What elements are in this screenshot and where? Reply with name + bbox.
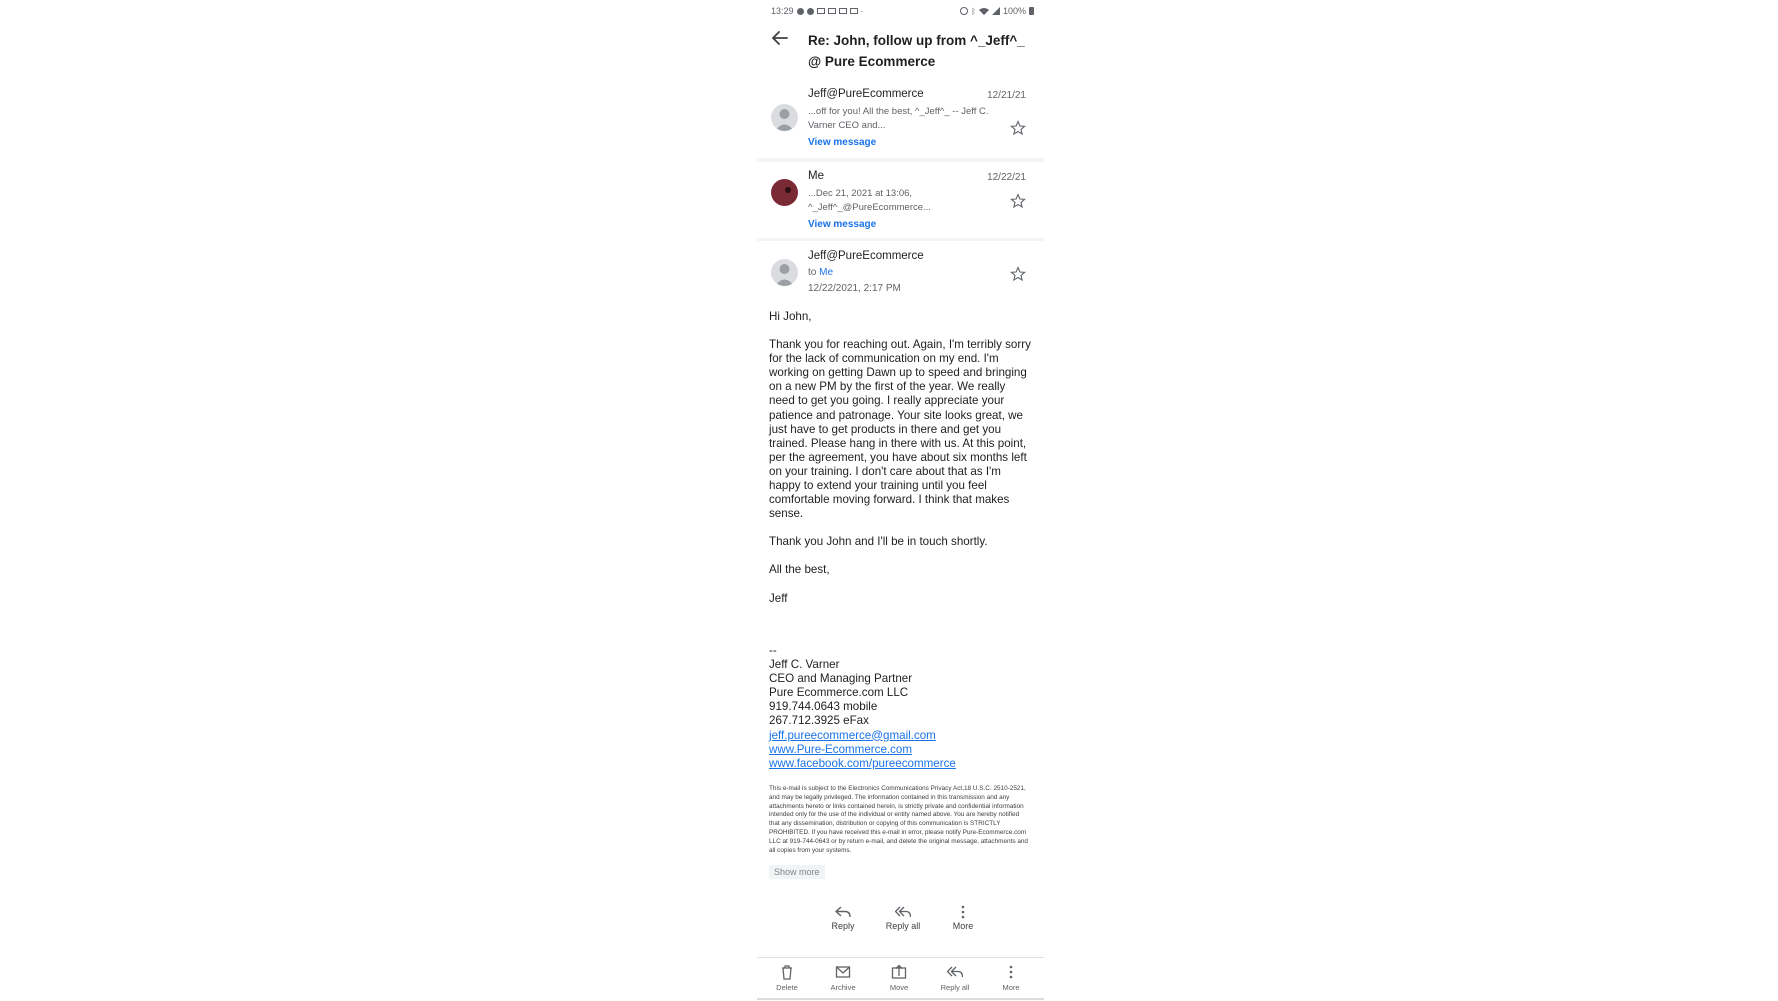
star-icon[interactable] bbox=[1010, 193, 1026, 209]
reply-label: Reply bbox=[831, 921, 855, 931]
message-date: 12/21/21 bbox=[987, 90, 1026, 101]
more-label: More bbox=[952, 921, 974, 931]
gmail-notification-icon bbox=[850, 8, 858, 14]
divider bbox=[757, 238, 1044, 241]
more-bottom-label: More bbox=[1002, 983, 1020, 992]
reply-all-bottom-label: Reply all bbox=[940, 983, 970, 992]
message-datetime: 12/22/2021, 2:17 PM bbox=[808, 283, 901, 294]
trash-icon bbox=[779, 964, 795, 980]
reply-all-label: Reply all bbox=[885, 921, 921, 931]
more-vert-icon bbox=[955, 905, 971, 919]
reply-button[interactable] bbox=[813, 905, 873, 931]
recipient-line[interactable] bbox=[808, 267, 833, 278]
wifi-icon bbox=[979, 7, 989, 15]
signal-icon bbox=[992, 7, 1000, 15]
battery-icon bbox=[1029, 7, 1034, 15]
bottom-action-bar bbox=[757, 957, 1044, 1001]
reply-icon bbox=[835, 905, 851, 919]
signature-dash: -- bbox=[769, 644, 777, 657]
sender-name: Me bbox=[808, 170, 824, 182]
signature-facebook-link[interactable]: www.facebook.com/pureecommerce bbox=[769, 756, 956, 770]
more-notifications-icon: · bbox=[860, 6, 864, 16]
facebook-notification-icon bbox=[797, 8, 804, 15]
sender-name: Jeff@PureEcommerce bbox=[808, 250, 924, 262]
signature-mobile: 919.744.0643 mobile bbox=[769, 700, 878, 714]
recipient-name[interactable]: Me bbox=[819, 267, 834, 278]
signature-title: CEO and Managing Partner bbox=[769, 672, 913, 686]
more-vert-icon bbox=[1003, 964, 1019, 980]
body-paragraph: Thank you John and I'll be in touch shortly. bbox=[769, 535, 988, 549]
alarm-icon bbox=[960, 7, 968, 15]
body-paragraph: Thank you for reaching out. Again, I'm terribly sorry for the lack of communication on my end. I'm working on getting Dawn up to speed and bringing on a new PM by the first of the year. We really need to get you going. I really appreciate your patience and patronage. Your site looks great, we just have to get products in there and get you trained. Please hang in there with us. At this point, per the agreement, you have about six months left on your training. I don't care about that as I'm happy to extend your training until you feel comfortable moving forward. I think that makes sense. bbox=[769, 338, 1031, 521]
reply-all-icon bbox=[947, 964, 963, 980]
open-message-header[interactable] bbox=[760, 250, 1038, 300]
signature-website-link[interactable]: www.Pure-Ecommerce.com bbox=[769, 742, 913, 756]
closing: All the best, bbox=[769, 563, 830, 577]
archive-label: Archive bbox=[830, 983, 856, 992]
battery-percent: 100% bbox=[1002, 6, 1026, 16]
bluetooth-icon: ᛒ bbox=[971, 6, 976, 16]
gmail-notification-icon bbox=[839, 8, 847, 14]
reply-all-bottom-button[interactable] bbox=[927, 964, 983, 992]
signature-company: Pure Ecommerce.com LLC bbox=[769, 686, 909, 700]
star-icon[interactable] bbox=[1010, 120, 1026, 136]
more-button[interactable] bbox=[933, 905, 993, 931]
avatar bbox=[771, 259, 798, 286]
delete-button[interactable] bbox=[759, 964, 815, 992]
archive-icon bbox=[835, 964, 851, 980]
message-date: 12/22/21 bbox=[987, 172, 1026, 183]
thread-message-collapsed[interactable] bbox=[760, 168, 1038, 238]
star-icon[interactable] bbox=[1010, 266, 1026, 282]
move-icon bbox=[891, 964, 907, 980]
avatar bbox=[771, 104, 798, 131]
email-app bbox=[754, 0, 1044, 1000]
delete-label: Delete bbox=[776, 983, 798, 992]
reply-all-icon bbox=[895, 905, 911, 919]
email-subject: Re: John, follow up from ^_Jeff^_ @ Pure Ecommerce bbox=[808, 33, 1025, 69]
message-snippet: ...Dec 21, 2021 at 13:06, ^_Jeff^_@PureEcommerce... bbox=[808, 188, 931, 213]
to-prefix: to bbox=[808, 267, 817, 278]
message-body bbox=[769, 310, 1033, 606]
sender-name: Jeff@PureEcommerce bbox=[808, 88, 924, 100]
move-label: Move bbox=[889, 983, 909, 992]
archive-button[interactable] bbox=[815, 964, 871, 992]
facebook-notification-icon bbox=[807, 8, 814, 15]
gmail-notification-icon bbox=[828, 8, 836, 14]
show-more-button[interactable]: Show more bbox=[769, 865, 825, 879]
view-message-link[interactable]: View message bbox=[808, 137, 877, 148]
arrow-left-icon[interactable] bbox=[770, 28, 790, 48]
status-bar bbox=[771, 4, 1034, 18]
gmail-notification-icon bbox=[817, 8, 825, 14]
legal-disclaimer: This e-mail is subject to the Electronics Communications Privacy Act,18 U.S.C. 2510-2521, and may be legally privileged. The information contained in this transmission and any attachments hereto or links contained herein, is strictly private and confidential information intended only for the use of the individual or entity named above. You are hereby notified that any dissemination, distribution or copying of this communication is STRICTLY PROHIBITED. If you have received this e-mail in error, please notify Pure-Ecommerce.com LLC at 919-744-0643 or by return e-mail, and delete the original message, attachments and all copies from your systems. bbox=[769, 785, 1028, 854]
view-message-link[interactable]: View message bbox=[808, 219, 877, 230]
status-time: 13:29 bbox=[771, 6, 794, 16]
greeting: Hi John, bbox=[769, 310, 812, 323]
more-bottom-button[interactable] bbox=[983, 964, 1039, 992]
signature-block bbox=[769, 644, 1033, 771]
signature-email-link[interactable]: jeff.pureecommerce@gmail.com bbox=[769, 728, 936, 742]
move-button[interactable] bbox=[871, 964, 927, 992]
signature-name: Jeff C. Varner bbox=[769, 658, 840, 672]
signoff: Jeff bbox=[769, 591, 788, 605]
message-snippet: ...off for you! All the best, ^_Jeff^_ -- Jeff C. Varner CEO and... bbox=[808, 106, 989, 131]
avatar bbox=[771, 179, 798, 206]
message-actions bbox=[754, 905, 1044, 939]
reply-all-button[interactable] bbox=[873, 905, 933, 931]
divider bbox=[757, 158, 1044, 162]
thread-message-collapsed[interactable] bbox=[760, 86, 1038, 156]
signature-efax: 267.712.3925 eFax bbox=[769, 714, 869, 728]
